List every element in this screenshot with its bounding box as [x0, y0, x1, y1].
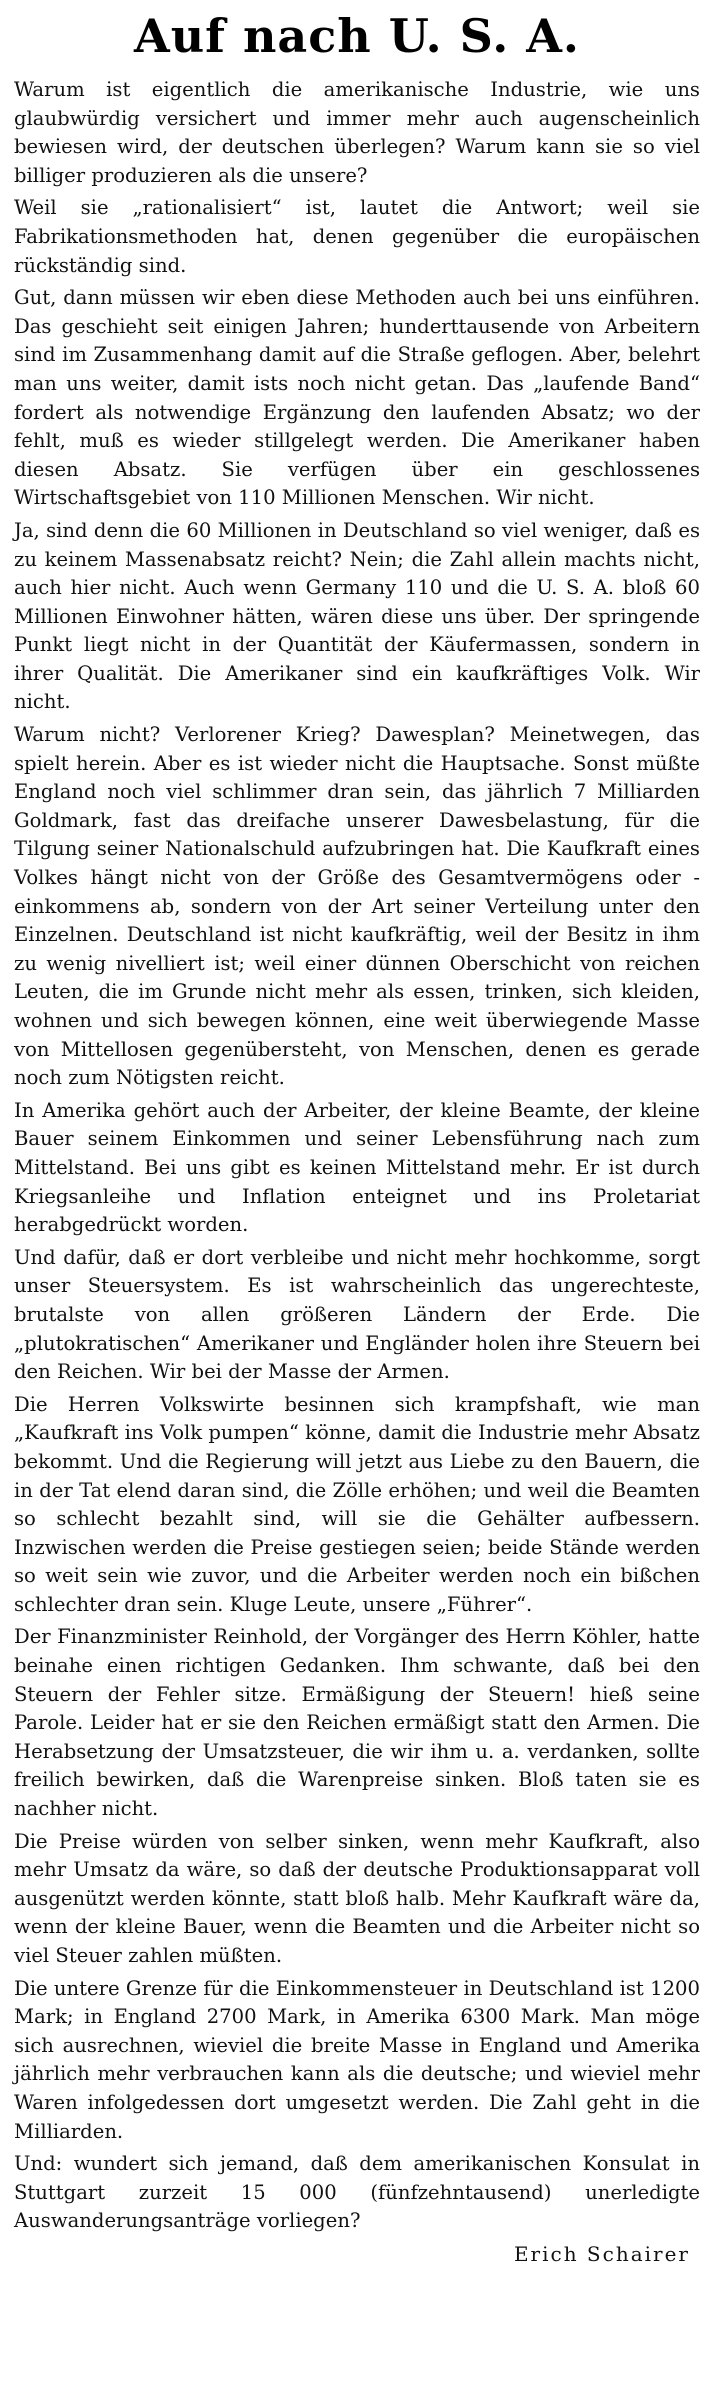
paragraph-prices: Die Preise würden von selber sinken, wenn mehr Kaufkraft, also mehr Umsatz da wäre, so daß der deutsche Produktionsapparat voll ausgenützt werden könnte, statt bloß halb. Mehr Kaufkraft wäre da, wenn der kleine Bauer, wenn die Beamten und die Arbeiter nicht so viel Steuer zahlen müßten. [14, 1829, 700, 1967]
paragraph-middle-class: In Amerika gehört auch der Arbeiter, der kleine Beamte, der kleine Bauer seinem Einkommen und seiner Lebensführung nach zum Mittelstand. Bei uns gibt es keinen Mittelstand mehr. Er ist durch Kriegsanleihe und Inflation enteignet und ins Proletariat herabgedrückt worden. [14, 1098, 700, 1237]
paragraph-tax-system: Und dafür, daß er dort verbleibe und nicht mehr hochkomme, sorgt unser Steuersystem. Es ist wahrscheinlich das ungerechteste, brutalste von allen größeren Ländern der Erde. Die „plutokratischen“ Amerikaner und Engländer holen ihre Steuern bei den Reichen. Wir bei der Masse der Armen. [14, 1245, 700, 1384]
paragraph-intro-question: Warum ist eigentlich die amerikanische Industrie, wie uns glaubwürdig versichert und immer mehr auch augenscheinlich bewiesen wird, der deutschen überlegen? Warum kann sie so viel billiger produzieren als die unsere? [14, 78, 700, 187]
author-signature: Erich Schairer [513, 2241, 690, 2266]
headline: Auf nach U. S. A. [134, 9, 580, 63]
paragraph-methods: Gut, dann müssen wir eben diese Methoden auch bei uns einführen. Das geschieht seit einigen Jahren; hunderttausende von Arbeitern sind im Zusammenhang damit auf die Straße geflogen. Aber, belehrt man uns weiter, damit ists noch nicht getan. Das „laufende Band“ fordert als notwendige Ergänzung den laufenden Absatz; wo der fehlt, muß es wieder stillgelegt werden. Die Amerikaner haben diesen Absatz. Sie verfügen über ein geschlossenes Wirtschaftsgebiet von 110 Millionen Menschen. Wir nicht. [14, 286, 700, 510]
paragraph-income-tax-limits: Die untere Grenze für die Einkommensteuer in Deutschland ist 1200 Mark; in England 2700 Mark, in Amerika 6300 Mark. Man möge sich ausrechnen, wieviel die breite Masse in England und Amerika jährlich mehr verbrauchen kann als die deutsche; und wieviel mehr Waren infolgedessen dort umgesetzt werden. Die Zahl geht in die Milliarden. [14, 1976, 700, 2143]
paragraph-economists: Die Herren Volkswirte besinnen sich krampfshaft, wie man „Kaufkraft ins Volk pumpen“ könne, damit die Industrie mehr Absatz bekommt. Und die Regierung will jetzt aus Liebe zu den Bauern, die in der Tat elend daran sind, die Zölle erhöhen; und weil die Beamten so schlecht bezahlt sind, will sie die Gehälter aufbessern. Inzwischen werden die Preise gestiegen seien; beide Stände werden so weit sein wie zuvor, und die Arbeiter werden noch ein bißchen schlechter dran sein. Kluge Leute, unsere „Führer“. [14, 1392, 700, 1616]
paragraph-rationalization: Weil sie „rationalisiert“ ist, lautet die Antwort; weil sie Fabrikationsmethoden hat, denen gegenüber die europäischen rückständig sind. [14, 196, 700, 277]
paragraph-emigration: Und: wundert sich jemand, daß dem amerikanischen Konsulat in Stuttgart zurzeit 15 000 (fünfzehntausend) unerledigte Auswanderungsanträge vorliegen? [14, 2152, 700, 2233]
paragraph-purchasing-power: Ja, sind denn die 60 Millionen in Deutschland so viel weniger, daß es zu keinem Massenabsatz reicht? Nein; die Zahl allein machts nicht, auch hier nicht. Auch wenn Germany 110 und die U. S. A. bloß 60 Millionen Einwohner hätten, wären diese uns über. Der springende Punkt liegt nicht in der Quantität der Käufermassen, sondern in ihrer Qualität. Die Amerikaner sind ein kaufkräftiges Volk. Wir nicht. [14, 518, 700, 714]
paragraph-distribution: Warum nicht? Verlorener Krieg? Dawesplan? Meinetwegen, das spielt herein. Aber es ist wieder nicht die Hauptsache. Sonst müßte England noch viel schlimmer dran sein, das jährlich 7 Milliarden Goldmark, fast das dreifache unserer Dawesbelastung, für die Tilgung seiner Nationalschuld aufzubringen hat. Die Kaufkraft eines Volkes hängt nicht von der Größe des Gesamtvermögens oder -einkommens ab, sondern von der Art seiner Verteilung unter den Einzelnen. Deutschland ist nicht kaufkräftig, weil der Besitz in ihm zu wenig nivelliert ist; weil einer dünnen Oberschicht von reichen Leuten, die im Grunde nicht mehr als essen, trinken, sich kleiden, wohnen und sich bewegen können, eine weit überwiegende Masse von Mittellosen gegenübersteht, von Menschen, denen es gerade noch zum Nötigsten reicht. [14, 723, 700, 1090]
paragraph-finance-minister: Der Finanzminister Reinhold, der Vorgänger des Herrn Köhler, hatte beinahe einen richtigen Gedanken. Ihm schwante, daß bei den Steuern der Fehler sitze. Ermäßigung der Steuern! hieß seine Parole. Leider hat er sie den Reichen ermäßigt statt den Armen. Die Herabsetzung der Umsatzsteuer, die wir ihm u. a. verdanken, sollte freilich bewirken, daß die Warenpreise sinken. Bloß taten sie es nachher nicht. [14, 1625, 700, 1821]
